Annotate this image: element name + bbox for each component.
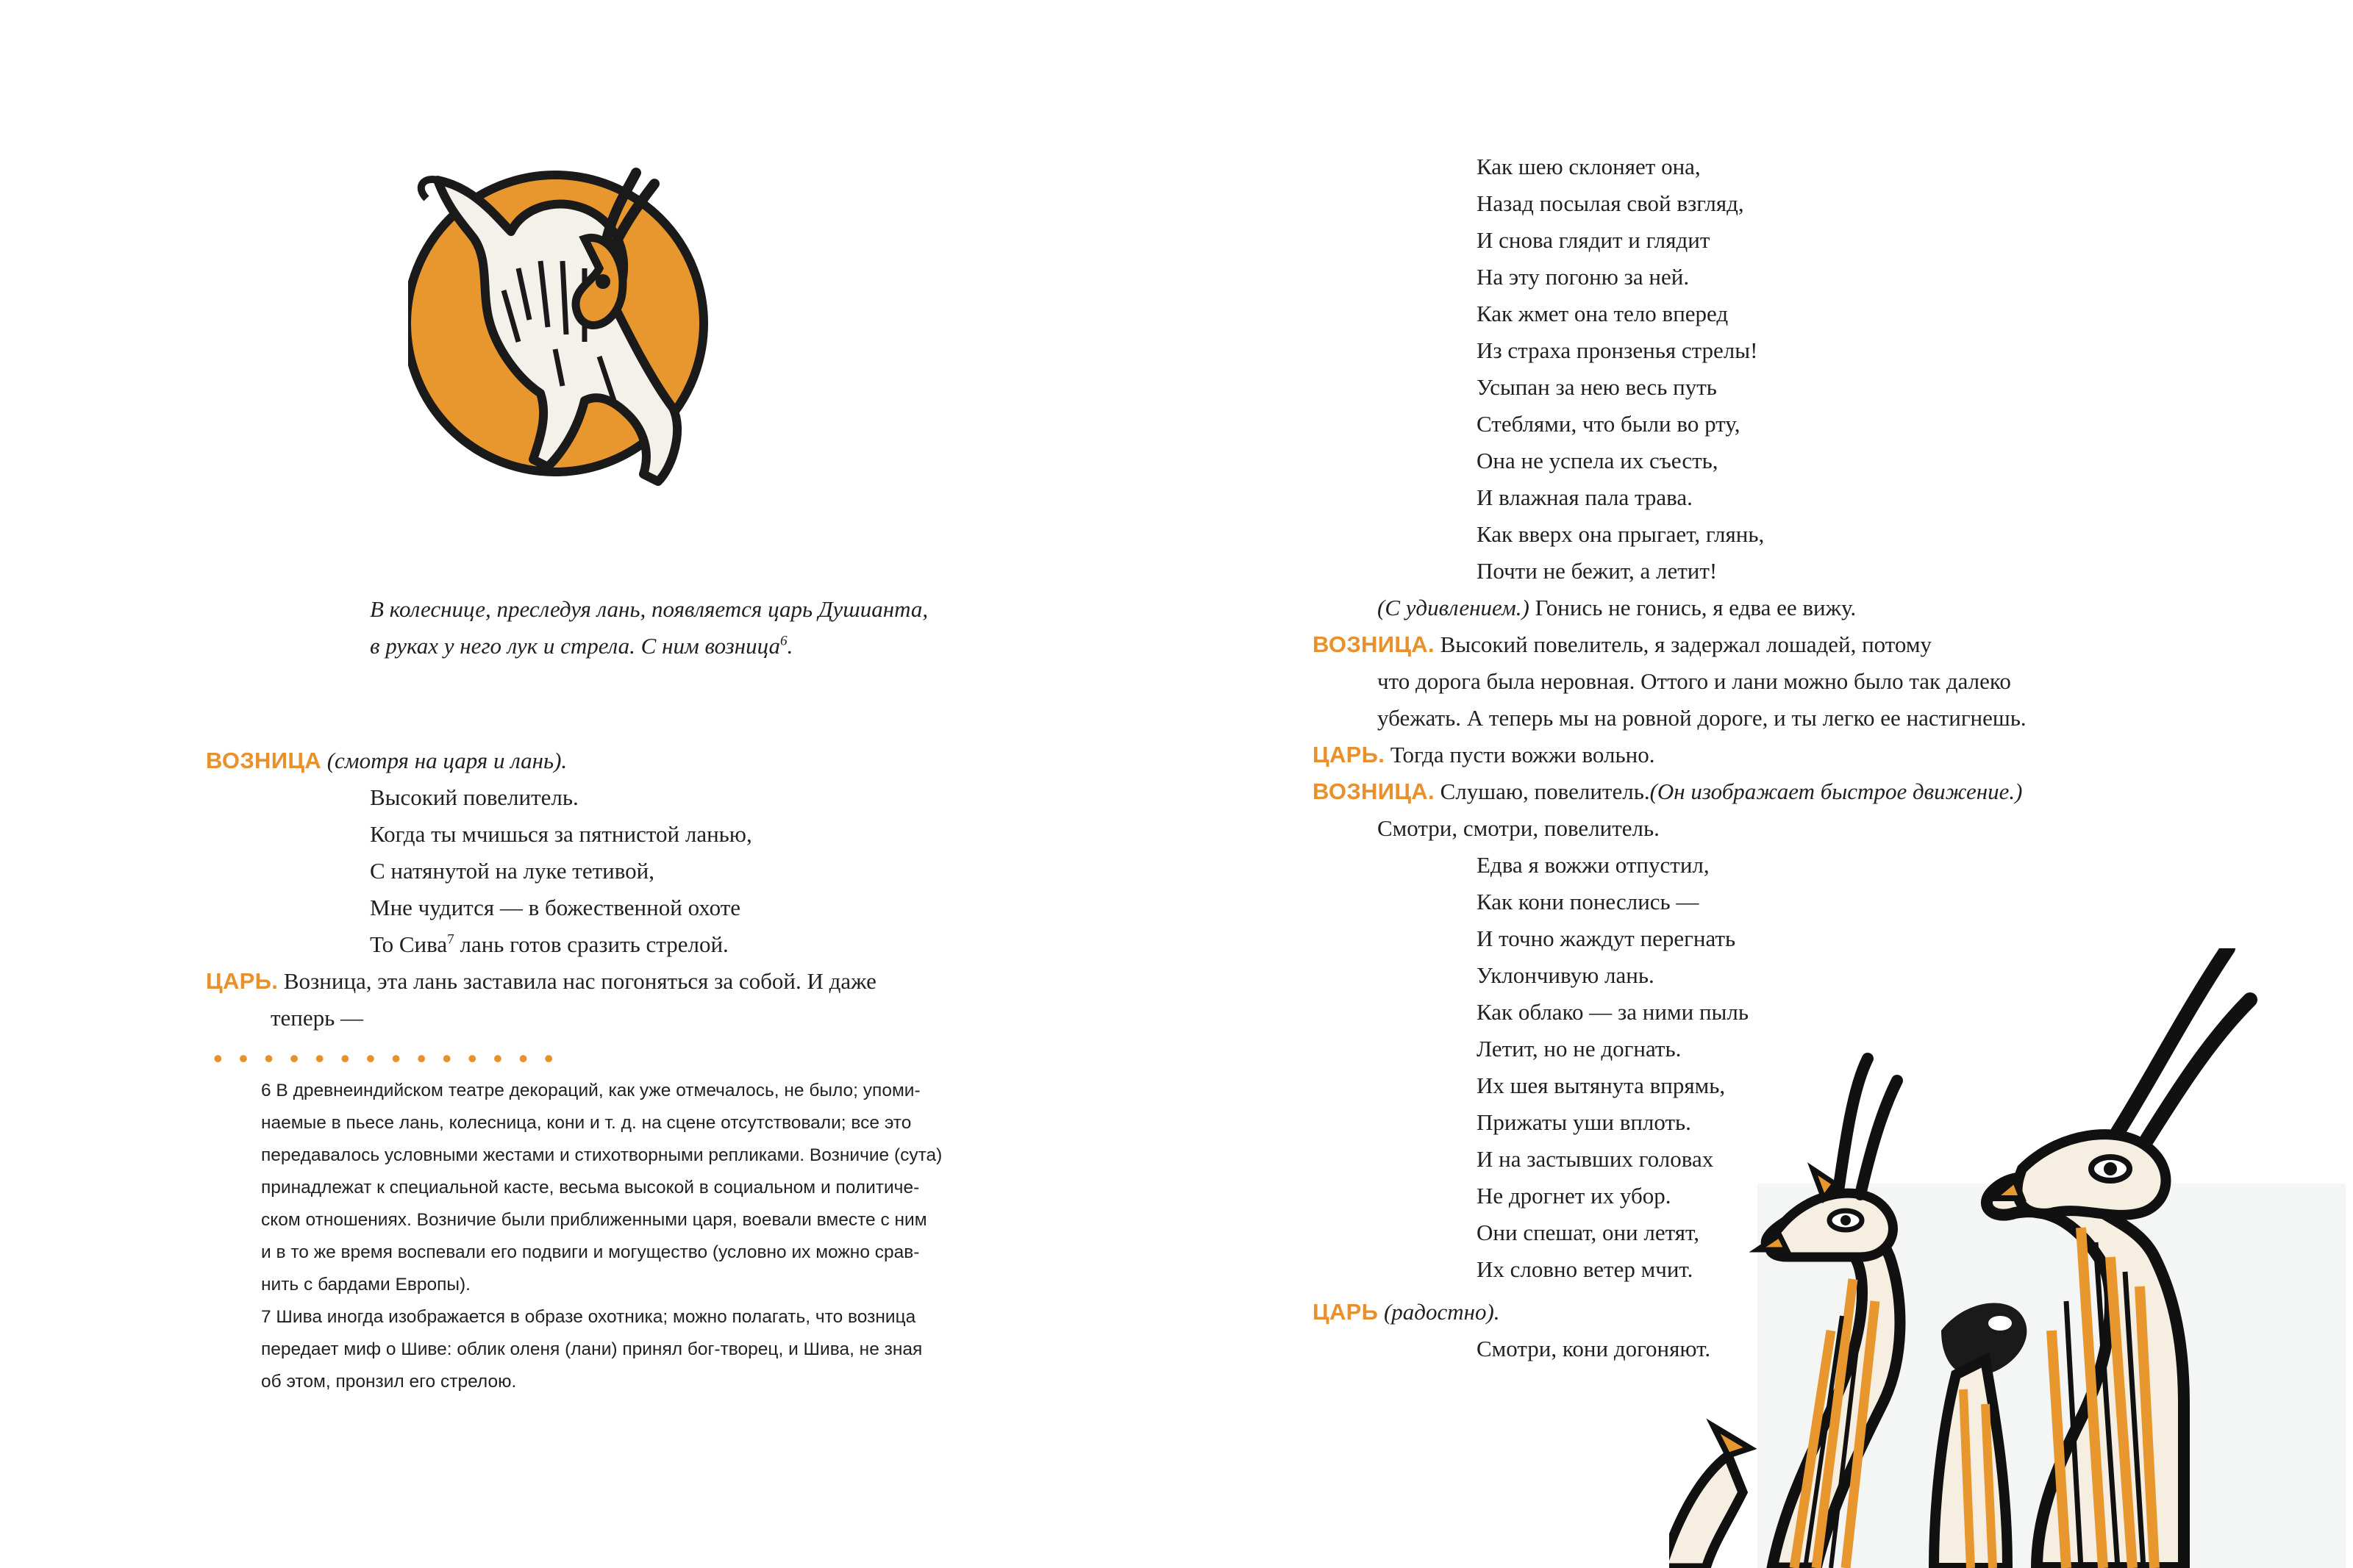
speech-vozn-2: [1313, 626, 1932, 663]
stage-direction: (Он изображает быстрое движение.): [1649, 778, 2023, 804]
verse-line: Высокий повелитель.: [370, 784, 579, 810]
verse-line: Как шею склоняет она,: [1477, 154, 1701, 179]
verse-text: То Сива: [370, 931, 448, 957]
speaker-direction: (радостно).: [1383, 1299, 1500, 1325]
verse-line: Когда ты мчишься за пятнистой ланью,: [370, 821, 752, 847]
verse-line: Усыпан за нею весь путь: [1477, 374, 1717, 400]
verse-line: Прижаты уши вплоть.: [1477, 1109, 1691, 1135]
footnote-line: 7 Шива иногда изображается в образе охотника; можно полагать, что возница: [261, 1307, 916, 1327]
verse-line: Как вверх она прыгает, глянь,: [1477, 521, 1765, 547]
speech-continuation: убежать. А теперь мы на ровной дороге, и ты легко ее настигнешь.: [1377, 705, 2027, 731]
footnote-line: об этом, пронзил его стрелою.: [261, 1372, 517, 1392]
verse-line: Как жмет она тело вперед: [1477, 301, 1729, 326]
verse-line: И влажная пала трава.: [1477, 484, 1693, 510]
verse-line: [370, 926, 729, 963]
verse-line: Почти не бежит, а летит!: [1477, 558, 1718, 584]
running-horses-illustration: [1669, 948, 2353, 1568]
speech-continuation: теперь —: [271, 1005, 364, 1031]
footnote-line: принадлежат к специальной касте, весьма высокой в социальном и политиче-: [261, 1178, 920, 1198]
speaker-direction: (смотря на царя и лань).: [326, 748, 568, 773]
verse-line: Уклончивую лань.: [1477, 962, 1654, 988]
verse-line: Назад посылая свой взгляд,: [1477, 190, 1744, 216]
speech-text: Гонись не гонись, я едва ее вижу.: [1529, 595, 1857, 620]
verse-line: И точно жаждут перегнать: [1477, 926, 1736, 951]
footnote-line: 6 В древнеиндийском театре декораций, как уже отмечалось, не было; упоми-: [261, 1081, 921, 1100]
footnote-line: и в то же время воспевали его подвиги и могущество (условно их можно срав-: [261, 1242, 920, 1262]
footnote-separator: • • • • • • • • • • • • • •: [213, 1044, 558, 1073]
surprise-line: [1377, 590, 1856, 626]
stage-direction-line-1: В колеснице, преследуя лань, появляется царь Душианта,: [370, 596, 929, 622]
speech-continuation: Смотри, кони догоняют.: [1477, 1336, 1711, 1361]
speech-text: Слушаю, повелитель.: [1434, 778, 1650, 804]
stage-direction: (С удивлением.): [1377, 595, 1529, 620]
footnote-line: ском отношениях. Возничие были приближенными царя, воевали вместе с ним: [261, 1210, 927, 1230]
footnote-line: нить с бардами Европы).: [261, 1275, 471, 1295]
footnote-ref-7[interactable]: 7: [447, 931, 454, 948]
verse-line: Не дрогнет их убор.: [1477, 1183, 1671, 1209]
verse-line: Как облако — за ними пыль: [1477, 999, 1749, 1025]
verse-line: Из страха пронзенья стрелы!: [1477, 337, 1758, 363]
verse-text: лань готов сразить стрелой.: [454, 931, 729, 957]
verse-line: Едва я вожжи отпустил,: [1477, 852, 1710, 878]
footnote-line: наемые в пьесе лань, колесница, кони и т. д. на сцене отсутствовали; все это: [261, 1113, 912, 1133]
verse-line: Они спешат, они летят,: [1477, 1220, 1699, 1245]
verse-line: Их словно ветер мчит.: [1477, 1256, 1693, 1282]
speech-king-3: [1313, 1294, 1500, 1331]
verse-line: Она не успела их съесть,: [1477, 448, 1718, 473]
speech-text: Возница, эта лань заставила нас погоняться за собой. И даже: [278, 968, 876, 994]
verse-line: И на застывших головах: [1477, 1146, 1714, 1172]
stage-direction-text: в руках у него лук и стрела. С ним возница: [370, 633, 781, 659]
speech-king-2: [1313, 737, 1654, 773]
speaker-label: ВОЗНИЦА.: [1313, 778, 1435, 804]
speech-continuation: Смотри, смотри, повелитель.: [1377, 815, 1660, 841]
speaker-label: ЦАРЬ: [1313, 1299, 1379, 1325]
stage-direction-end: .: [787, 633, 793, 659]
verse-line: Летит, но не догнать.: [1477, 1036, 1682, 1062]
speaker-label: ВОЗНИЦА.: [1313, 631, 1435, 657]
verse-line: Мне чудится — в божественной охоте: [370, 895, 741, 920]
stage-direction-line-2: [370, 628, 793, 665]
speech-vozn-heading: [206, 742, 567, 779]
leaping-deer-illustration: [408, 158, 717, 511]
speech-vozn-3: [1313, 773, 2023, 810]
verse-line: И снова глядит и глядит: [1477, 227, 1710, 253]
speaker-label: ЦАРЬ.: [1313, 742, 1385, 767]
verse-line: С натянутой на луке тетивой,: [370, 858, 655, 884]
footnote-line: передает миф о Шиве: облик оленя (лани) принял бог-творец, и Шива, не зная: [261, 1339, 923, 1359]
speaker-label: ВОЗНИЦА: [206, 748, 321, 773]
speech-king: [206, 963, 876, 1000]
speech-continuation: что дорога была неровная. Оттого и лани можно было так далеко: [1377, 668, 2011, 694]
speech-text: Тогда пусти вожжи вольно.: [1385, 742, 1655, 767]
speech-text: Высокий повелитель, я задержал лошадей, потому: [1434, 631, 1932, 657]
footnote-ref-6[interactable]: 6: [780, 633, 788, 649]
verse-line: Их шея вытянута впрямь,: [1477, 1073, 1726, 1098]
verse-line: Стеблями, что были во рту,: [1477, 411, 1740, 437]
verse-line: На эту погоню за ней.: [1477, 264, 1690, 290]
speaker-label: ЦАРЬ.: [206, 968, 279, 994]
footnote-line: передавалось условными жестами и стихотворными репликами. Возничие (сута): [261, 1145, 943, 1165]
verse-line: Как кони понеслись —: [1477, 889, 1699, 914]
